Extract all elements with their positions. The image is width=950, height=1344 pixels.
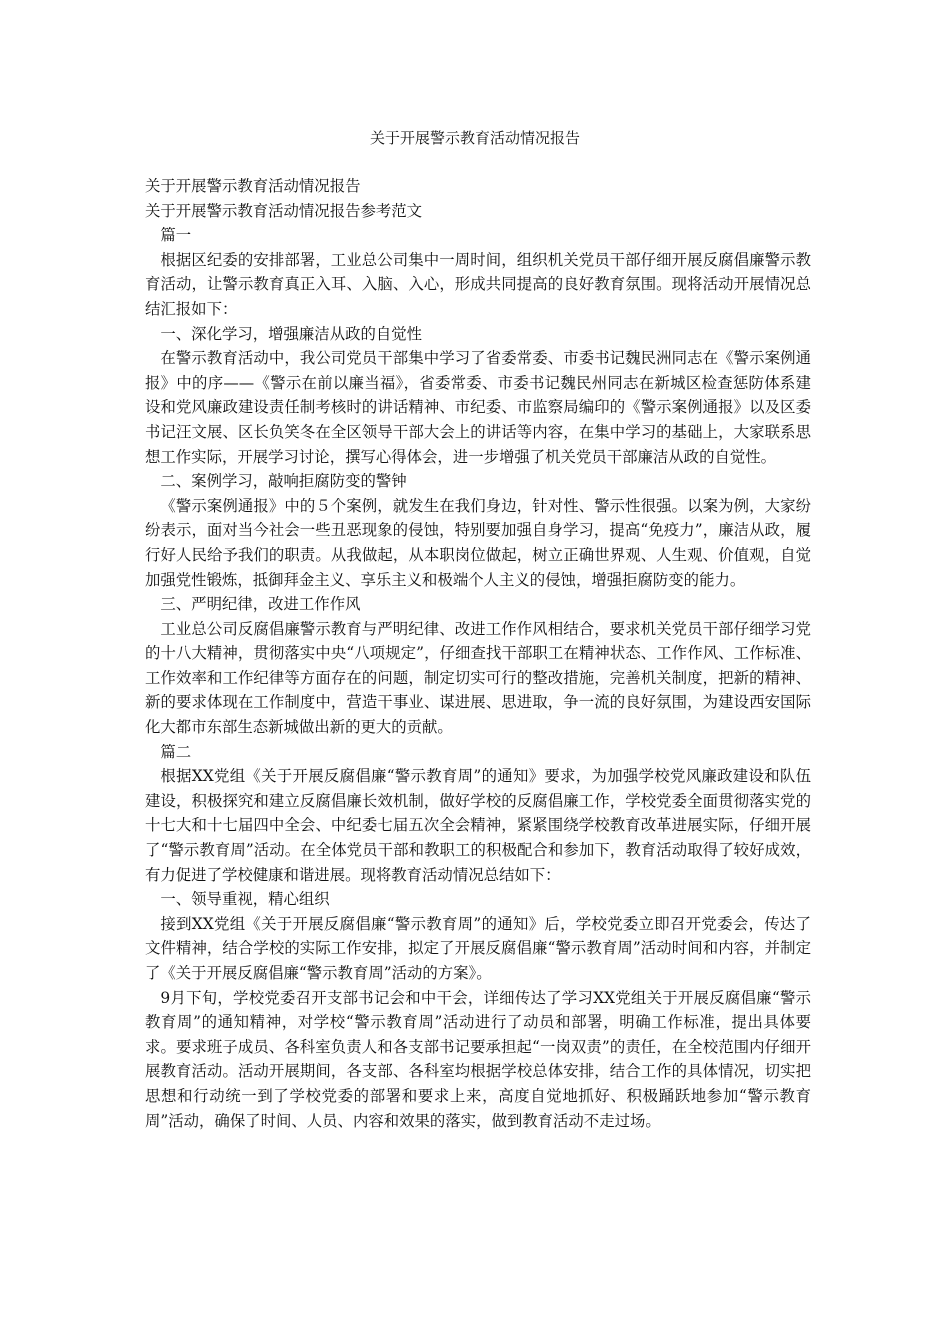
- section-label-part-two: 篇二: [160, 742, 192, 761]
- section-heading: 一、深化学习，增强廉洁从政的自觉性: [160, 324, 423, 343]
- paragraph: 在警示教育活动中，我公司党员干部集中学习了省委常委、市委书记魏民洲同志在《警示案例通报》中的序——《警示在前以廉当福》，省委常委、市委书记魏民州同志在新城区检查惩防体系建设和党风廉政建设责任制考核时的讲话精神、市纪委、市监察局编印的《警示案例通报》以及区委书记汪文展、区长负笑冬在全区领导干部大会上的讲话等内容，在集中学习的基础上，大家联系思想工作实际，开展学习讨论，撰写心得体会，进一步增强了机关党员干部廉洁从政的自觉性。: [145, 349, 811, 466]
- paragraph: 9月下旬，学校党委召开支部书记会和中干会，详细传达了学习XX党组关于开展反腐倡廉“警示教育周”的通知精神，对学校“警示教育周”活动进行了动员和部署，明确工作标准，提出具体要求。要求班子成员、各科室负责人和各支部书记要承担起“一岗双责”的责任，在全校范围内仔细开展教育活动。活动开展期间，各支部、各科室均根据学校总体安排，结合工作的具体情况，切实把思想和行动统一到了学校党委的部署和要求上来，高度自觉地抓好、积极踊跃地参加“警示教育周”活动，确保了时间、人员、内容和效果的落实，做到教育活动不走过场。: [145, 988, 811, 1130]
- section-heading: 二、案例学习，敲响拒腐防变的警钟: [160, 472, 407, 491]
- heading-line: 关于开展警示教育活动情况报告: [145, 177, 361, 195]
- paragraph: 接到XX党组《关于开展反腐倡廉“警示教育周”的通知》后，学校党委立即召开党委会，传达了文件精神，结合学校的实际工作安排，拟定了开展反腐倡廉“警示教育周”活动时间和内容，并制定了《关于开展反腐倡廉“警示教育周”活动的方案》。: [145, 914, 811, 982]
- section-heading: 一、领导重视，精心组织: [160, 890, 330, 909]
- paragraph: 工业总公司反腐倡廉警示教育与严明纪律、改进工作作风相结合，要求机关党员干部仔细学习党的十八大精神，贯彻落实中央“八项规定”，仔细查找干部职工在精神状态、工作作风、工作标准、工作效率和工作纪律等方面存在的问题，制定切实可行的整改措施，完善机关制度，把新的精神、新的要求体现在工作制度中，营造干事业、谋进展、思进取，争一流的良好氛围，为建设西安国际化大都市东部生态新城做出新的更大的贡献。: [145, 619, 811, 737]
- section-label-part-one: 篇一: [160, 226, 192, 245]
- paragraph: 根据区纪委的安排部署，工业总公司集中一周时间，组织机关党员干部仔细开展反腐倡廉警示教育活动，让警示教育真正入耳、入脑、入心，形成共同提高的良好教育氛围。现将活动开展情况总结汇报如下：: [145, 250, 811, 318]
- subheading-line: 关于开展警示教育活动情况报告参考范文: [145, 201, 423, 220]
- paragraph: 根据XX党组《关于开展反腐倡廉“警示教育周”的通知》要求，为加强学校党风廉政建设和队伍建设，积极探究和建立反腐倡廉长效机制，做好学校的反腐倡廉工作，学校党委全面贯彻落实党的十七大和十七届四中全会、中纪委七届五次全会精神，紧紧围绕学校教育改革进展实际，仔细开展了“警示教育周”活动。在全体党员干部和教职工的积极配合和参加下，教育活动取得了较好成效，有力促进了学校健康和谐进展。现将教育活动情况总结如下：: [145, 767, 811, 884]
- document-body: [145, 174, 811, 1133]
- section-heading: 三、严明纪律，改进工作作风: [160, 595, 361, 614]
- document-title: 关于开展警示教育活动情况报告: [369, 129, 580, 147]
- paragraph: 《警示案例通报》中的５个案例，就发生在我们身边，针对性、警示性很强。以案为例，大家纷纷表示，面对当今社会一些丑恶现象的侵蚀，特别要加强自身学习，提高“免疫力”，廉洁从政，履行好人民给予我们的职责。从我做起，从本职岗位做起，树立正确世界观、人生观、价值观，自觉加强党性锻炼，抵御拜金主义、享乐主义和极端个人主义的侵蚀，增强拒腐防变的能力。: [145, 496, 811, 589]
